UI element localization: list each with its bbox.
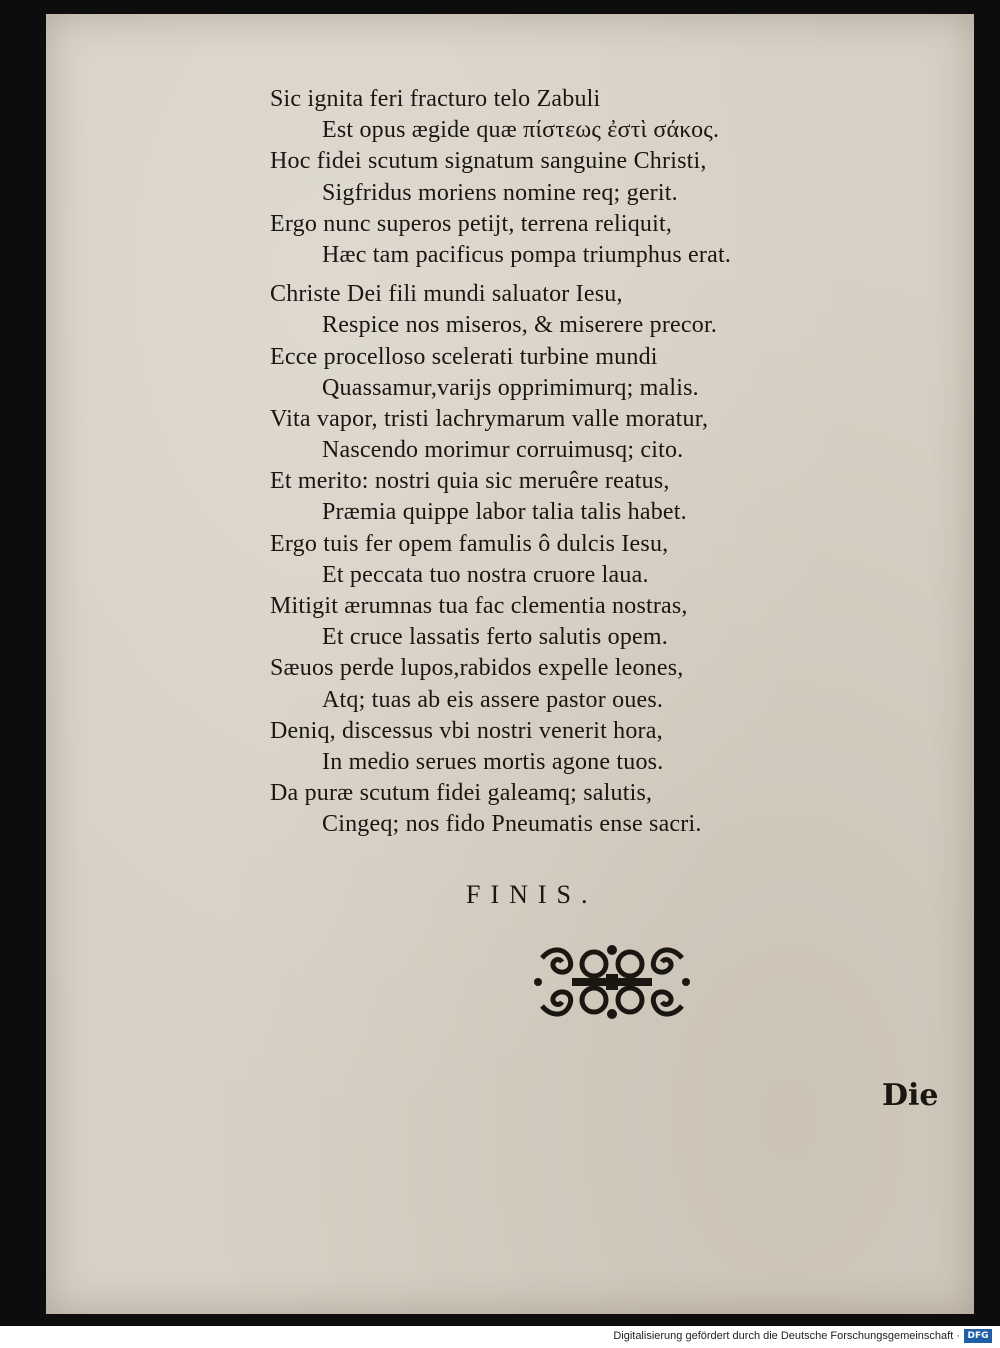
stanza-1: [270, 84, 910, 271]
poem-line: Atq; tuas ab eis assere pastor oues.: [322, 686, 664, 713]
poem-line: Nascendo morimur corruimusq; cito.: [322, 437, 684, 464]
poem-line: In medio serues mortis agone tuos.: [322, 748, 664, 775]
dfg-logo[interactable]: DFG: [964, 1329, 992, 1343]
poem-line: Et cruce lassatis ferto salutis opem.: [322, 624, 668, 651]
poem-line: Quassamur,varijs opprimimurq; malis.: [322, 374, 699, 401]
book-page: [46, 14, 974, 1314]
poem-line: Deniq, discessus vbi nostri venerit hora,: [270, 717, 663, 744]
stanza-2: [270, 279, 910, 840]
poem-line: Sæuos perde lupos,rabidos expelle leones,: [270, 655, 684, 682]
poem-line: Sic ignita feri fracturo telo Zabuli: [270, 86, 601, 112]
fleuron-ornament-icon: [532, 938, 692, 1026]
poem-line: Sigfridus moriens nomine req; gerit.: [322, 179, 678, 206]
poem-line: Præmia quippe labor talia talis habet.: [322, 499, 687, 526]
poem-line: Et peccata tuo nostra cruore laua.: [322, 561, 649, 588]
poem-text: [270, 84, 910, 841]
funding-notice: Digitalisierung gefördert durch die Deutsche Forschungsgemeinschaft ·: [613, 1330, 960, 1342]
poem-line: Cingeq; nos fido Pneumatis ense sacri.: [322, 811, 702, 838]
poem-line: Mitigit ærumnas tua fac clementia nostras,: [270, 593, 688, 619]
poem-line: Ergo tuis fer opem famulis ô dulcis Iesu,: [270, 530, 669, 557]
poem-line: Ecce procelloso scelerati turbine mundi: [270, 343, 658, 370]
poem-line: Et merito: nostri quia sic meruêre reatus,: [270, 468, 670, 495]
poem-line: Respice nos miseros, & miserere precor.: [322, 312, 718, 339]
poem-line: Vita vapor, tristi lachrymarum valle moratur,: [270, 405, 709, 432]
poem-line: Est opus ægide quæ πίστεως ἐστὶ σάκος.: [322, 117, 720, 144]
poem-line: Christe Dei fili mundi saluator Iesu,: [270, 281, 623, 308]
stanza-gap: [270, 271, 910, 279]
footer-bar: [0, 1326, 1000, 1348]
catchword: Die: [882, 1078, 939, 1113]
poem-line: Ergo nunc superos petijt, terrena reliquit,: [270, 210, 673, 237]
poem-line: Hoc fidei scutum signatum sanguine Christi,: [270, 148, 707, 175]
finis-heading: FINIS.: [466, 880, 598, 909]
poem-line: Hæc tam pacificus pompa triumphus erat.: [322, 241, 732, 268]
poem-line: Da puræ scutum fidei galeamq; salutis,: [270, 780, 653, 807]
